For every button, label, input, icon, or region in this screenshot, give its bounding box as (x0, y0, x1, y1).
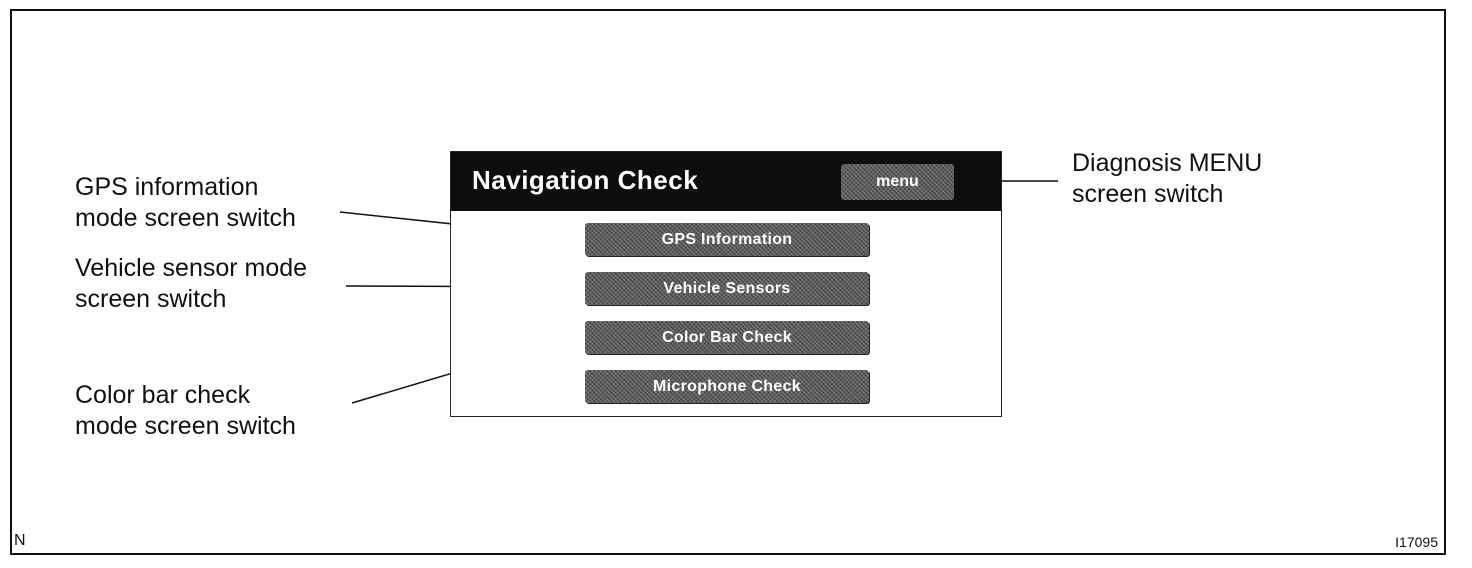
figure-id: I17095 (1395, 534, 1438, 550)
callout-color-line1: Color bar check (75, 381, 251, 409)
screen-title: Navigation Check (472, 165, 699, 195)
color-bar-check-button[interactable]: Color Bar Check (585, 321, 869, 354)
callout-color-bar-mode (75, 380, 296, 442)
callout-vehicle-sensor-mode (75, 253, 307, 315)
corner-label: N (14, 532, 26, 549)
callout-diagnosis-line2: screen switch (1072, 180, 1224, 208)
callout-vehicle-line2: screen switch (75, 285, 227, 313)
callout-vehicle-line1: Vehicle sensor mode (75, 254, 308, 282)
callout-gps-mode (75, 172, 296, 234)
callout-gps-line1: GPS information (75, 173, 259, 201)
navigation-check-screen (450, 151, 1002, 417)
microphone-check-button[interactable]: Microphone Check (585, 370, 869, 403)
callout-diagnosis-menu (1072, 148, 1262, 210)
vehicle-sensors-button[interactable]: Vehicle Sensors (585, 272, 869, 305)
callout-gps-line2: mode screen switch (75, 204, 296, 232)
gps-information-button[interactable]: GPS Information (585, 223, 869, 256)
callout-diagnosis-line1: Diagnosis MENU (1072, 149, 1263, 177)
callout-color-line2: mode screen switch (75, 412, 296, 440)
menu-button[interactable]: menu (841, 164, 954, 200)
screen-header (451, 152, 1001, 211)
